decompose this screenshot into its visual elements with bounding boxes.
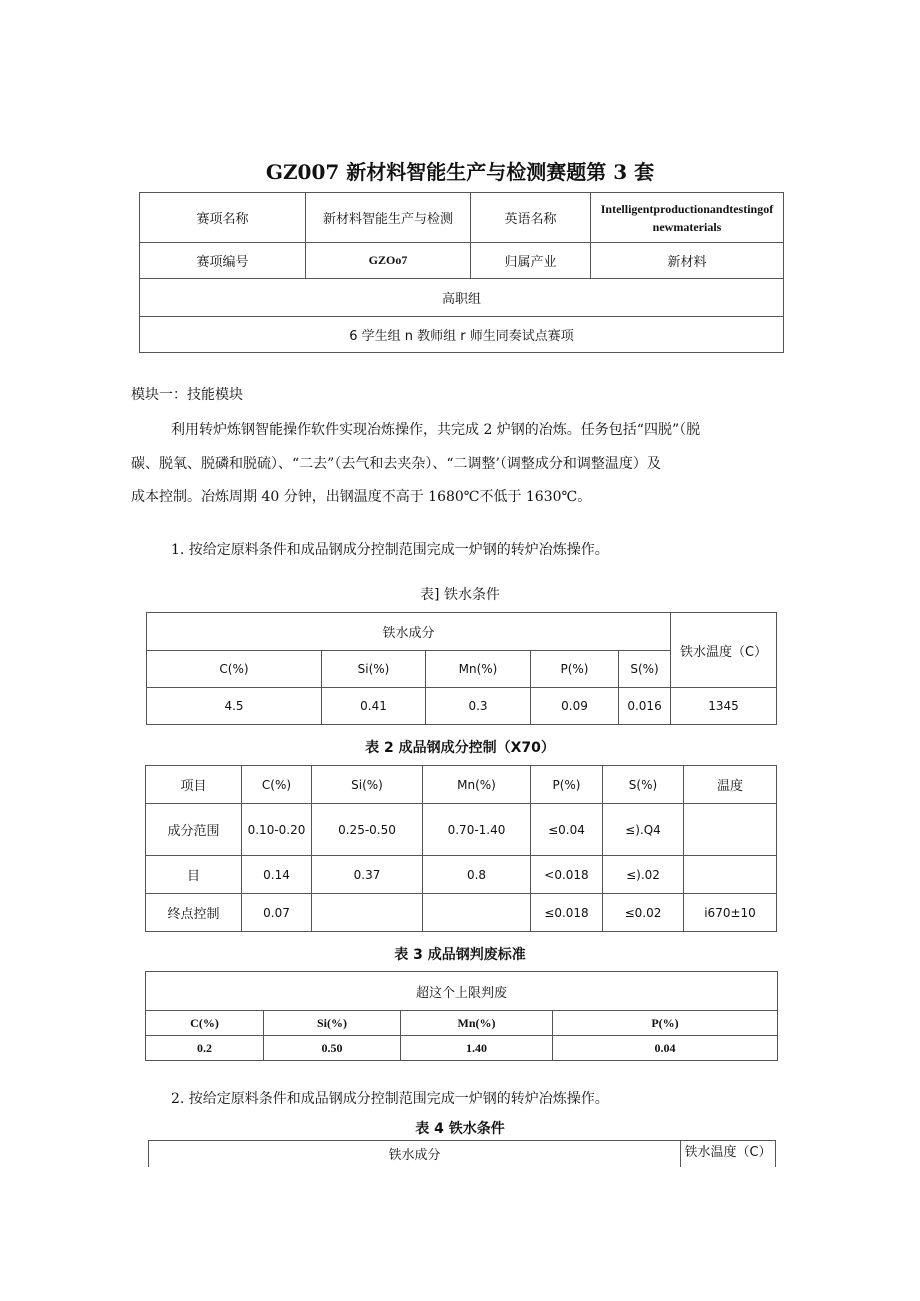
cell: 新材料 [591,243,784,279]
cell: C(%) [147,651,322,688]
cell: 1345 [671,688,777,725]
table-row [146,856,777,894]
cell: 目 [146,856,242,894]
cell: P(%) [531,766,603,804]
cell: Intelligentproductionandtestingof newmaterials [591,193,784,243]
cell: <0.018 [531,856,603,894]
cell: 6 学生组 n 教师组 r 师生同奏试点赛项 [140,317,784,353]
cell: Mn(%) [401,1011,553,1036]
cell: ≤0.04 [531,804,603,856]
cell: 0.41 [322,688,426,725]
cell: 0.04 [553,1036,778,1061]
cell: Si(%) [312,766,423,804]
cell: 赛项名称 [140,193,306,243]
cell: 高职组 [140,279,784,317]
intro-line: 利用转炉炼钢智能操作软件实现冶炼操作，共完成 2 炉钢的冶炼。任务包括“四脱”（脱 [171,422,701,438]
cell: P(%) [531,651,619,688]
table-row [146,804,777,856]
cell: 英语名称 [471,193,591,243]
cell: i670±10 [684,894,777,932]
cell: 超这个上限判废 [146,972,778,1011]
cell: Mn(%) [426,651,531,688]
task-1: 1. 按给定原料条件和成品钢成分控制范围完成一炉钢的转炉冶炼操作。 [171,542,609,558]
table2-caption: 表 2 成品钢成分控制（X70） [365,740,555,756]
cell: 0.70-1.40 [423,804,531,856]
cell: ≤).02 [603,856,684,894]
cell: 成分范围 [146,804,242,856]
cell: C(%) [146,1011,264,1036]
intro-line: 碳、脱氧、脱磷和脱硫）、“二去”（去气和去夹杂）、“二调整’（调整成分和调整温度）及 [131,456,661,472]
cell: 赛项编号 [140,243,306,279]
cell: 铁水温度（C） [671,613,777,688]
cell: 0.25-0.50 [312,804,423,856]
cell: 0.14 [242,856,312,894]
table1-caption: 表] 铁水条件 [420,587,500,603]
cell [312,894,423,932]
intro-line: 成本控制。冶炼周期 40 分钟，出钢温度不高于 1680℃不低于 1630℃。 [131,489,592,505]
cell: Si(%) [322,651,426,688]
cell: 铁水成分 [149,1141,681,1167]
cell: GZOo7 [306,243,471,279]
info-table [139,192,784,353]
cell: 归属产业 [471,243,591,279]
document-title: GZ007 新材料智能生产与检测赛题第 3 套 [265,160,655,184]
cell: 1.40 [401,1036,553,1061]
cell: 0.3 [426,688,531,725]
cell: 0.016 [619,688,671,725]
cell: 铁水温度（C） [681,1141,776,1167]
reject-standard-table [145,971,778,1061]
cell: 项目 [146,766,242,804]
cell: C(%) [242,766,312,804]
cell: 铁水成分 [147,613,671,651]
cell: S(%) [619,651,671,688]
cell: ≤0.018 [531,894,603,932]
table4-caption: 表 4 铁水条件 [415,1121,505,1137]
cell: S(%) [603,766,684,804]
module-heading: 模块一：技能模块 [131,387,243,403]
cell: Si(%) [264,1011,401,1036]
cell: ≤0.02 [603,894,684,932]
cell: 终点控制 [146,894,242,932]
cell: 温度 [684,766,777,804]
cell: ≤).Q4 [603,804,684,856]
cell: 0.37 [312,856,423,894]
cell: P(%) [553,1011,778,1036]
cell: 新材料智能生产与检测 [306,193,471,243]
table3-caption: 表 3 成品钢判废标准 [394,947,526,963]
cell: 0.2 [146,1036,264,1061]
cell: 0.8 [423,856,531,894]
table-row [146,766,777,804]
table-row [146,894,777,932]
cell [684,804,777,856]
task-2: 2. 按给定原料条件和成品钢成分控制范围完成一炉钢的转炉冶炼操作。 [171,1091,609,1107]
cell: 0.50 [264,1036,401,1061]
hot-metal-table-2 [148,1140,776,1167]
cell: 0.07 [242,894,312,932]
cell [684,856,777,894]
cell: 4.5 [147,688,322,725]
cell: 0.10-0.20 [242,804,312,856]
cell: 0.09 [531,688,619,725]
cell: Mn(%) [423,766,531,804]
hot-metal-table [146,612,777,725]
composition-control-table [145,765,777,932]
cell [423,894,531,932]
